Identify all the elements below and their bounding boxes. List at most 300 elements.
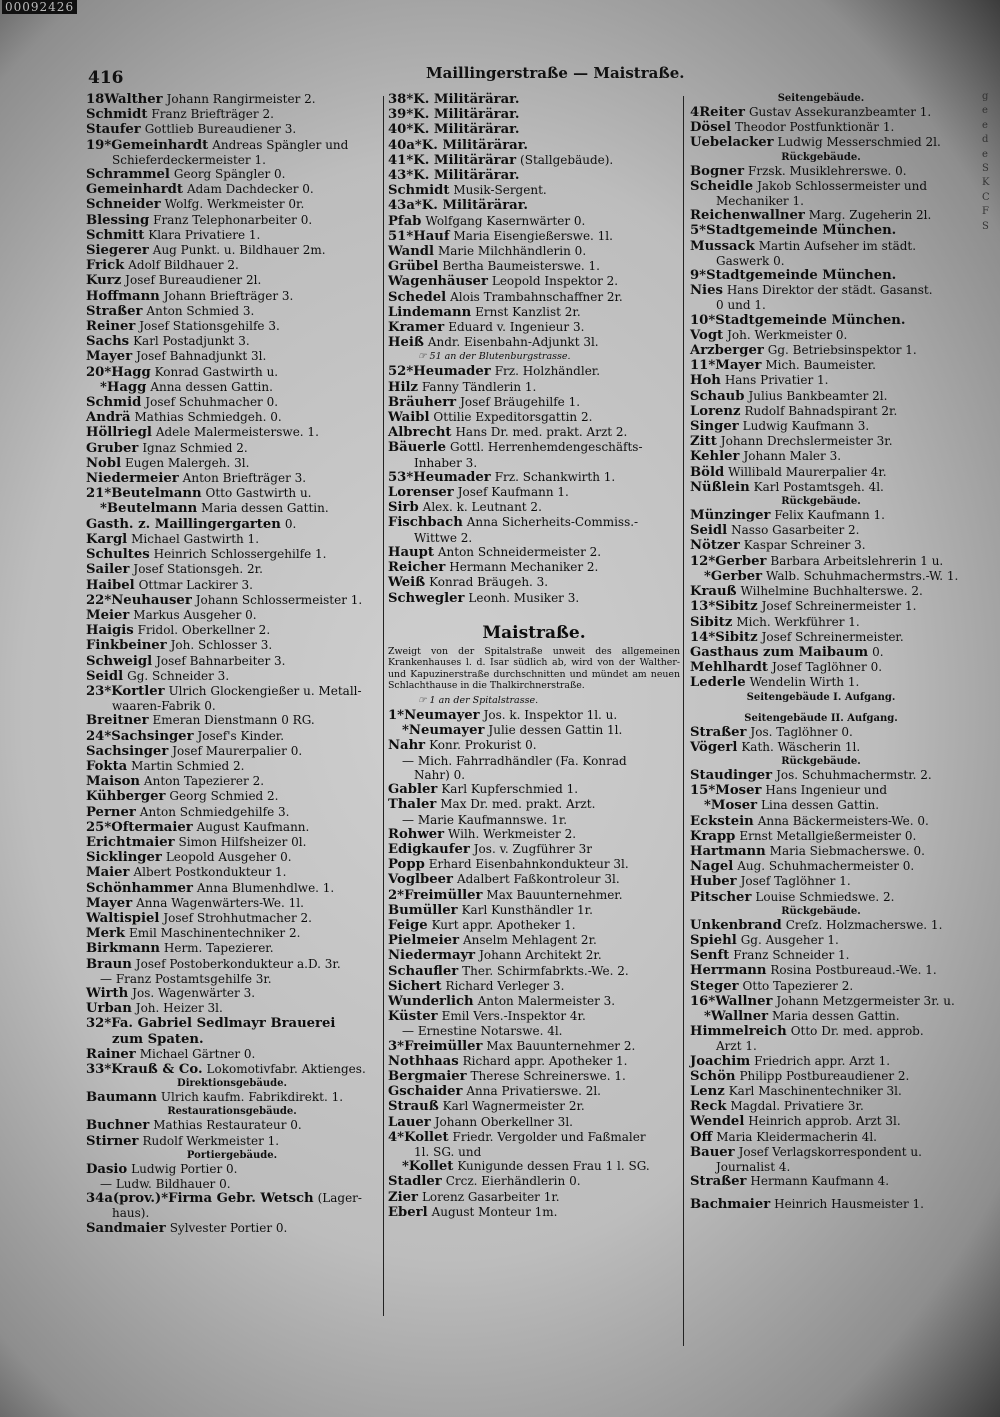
directory-entry <box>388 813 680 827</box>
resident-details: Willibald Maurerpalier 4r. <box>728 464 887 479</box>
resident-name: Küster <box>388 1009 438 1025</box>
resident-name: Urban <box>86 1001 132 1017</box>
resident-details: Josef Taglöhner 1. <box>740 874 851 889</box>
resident-details: Hans Ingenieur und <box>765 783 888 798</box>
directory-entry <box>388 782 680 797</box>
directory-entry <box>690 874 952 889</box>
house-number: 5* <box>690 223 707 239</box>
resident-name: Freimüller <box>404 1038 483 1054</box>
house-number: 40a* <box>388 137 422 153</box>
resident-details: Georg Spängler 0. <box>173 167 286 182</box>
resident-details: Anton Schmiedgehilfe 3. <box>139 804 290 819</box>
resident-name: Moser <box>710 798 758 814</box>
directory-entry <box>388 575 680 590</box>
resident-details: Joh. Heizer 3l. <box>135 1001 223 1016</box>
house-number: 39* <box>388 107 414 123</box>
house-number: 43* <box>388 168 414 184</box>
resident-details: Lorenz Gasarbeiter 1r. <box>421 1189 560 1204</box>
directory-entry <box>388 470 680 485</box>
resident-details: Jos. k. Inspektor 1l. u. <box>483 708 618 723</box>
resident-name: Niedermeier <box>86 471 179 487</box>
resident-name: Finkbeiner <box>86 638 167 654</box>
resident-details: Marie Milchhändlerin 0. <box>437 244 587 259</box>
resident-name: Meier <box>86 607 130 623</box>
resident-name: Schmidt <box>388 183 450 199</box>
resident-details: Musik-Sergent. <box>453 183 547 198</box>
resident-details: Lina dessen Gattin. <box>761 798 880 813</box>
resident-details: Frz. Schankwirth 1. <box>494 469 616 484</box>
resident-details: Therese Schreinerswe. 1. <box>470 1068 626 1083</box>
directory-entry <box>388 1054 680 1069</box>
directory-entry <box>86 759 378 774</box>
directory-entry <box>86 1206 378 1220</box>
resident-details: Josef Schreinermeister 1. <box>761 599 917 614</box>
resident-name: Krapp <box>690 828 736 844</box>
resident-details: Theodor Postfunktionär 1. <box>735 120 895 135</box>
directory-entry <box>388 842 680 857</box>
house-number: 34a(prov.)* <box>86 1191 169 1207</box>
resident-details: Maria Kleidermacherin 4l. <box>716 1129 877 1144</box>
resident-name: Schneider <box>86 197 161 213</box>
resident-name: Lorenz <box>690 403 741 419</box>
resident-details: Arzt 1. <box>716 1039 757 1054</box>
resident-name: Wirth <box>86 985 129 1001</box>
resident-details: Ignaz Schmied 2. <box>142 440 248 455</box>
directory-entry <box>690 554 952 569</box>
resident-details: Karl Wagnermeister 2r. <box>442 1099 585 1114</box>
resident-name: Beutelmann <box>106 501 198 517</box>
resident-details: Nahr) 0. <box>414 767 466 782</box>
house-number: 19* <box>86 137 112 153</box>
resident-name: Mayer <box>86 895 133 911</box>
resident-name: Moser <box>715 783 762 799</box>
resident-details: Richard Verleger 3. <box>445 978 565 993</box>
directory-entry <box>690 844 952 859</box>
resident-details: Hans Dr. med. prakt. Arzt 2. <box>455 425 628 440</box>
directory-entry <box>388 933 680 948</box>
directory-entry <box>690 120 952 135</box>
directory-entry <box>86 1047 378 1062</box>
directory-entry <box>86 365 378 380</box>
resident-details: Maria Siebmacherswe. 0. <box>769 843 925 858</box>
resident-details: Otto Gastwirth u. <box>205 486 312 501</box>
directory-entry <box>690 798 952 813</box>
directory-entry <box>690 933 952 948</box>
resident-details: Aug. Schuhmachermeister 0. <box>737 859 915 874</box>
resident-name: Wandl <box>388 244 435 260</box>
resident-name: Thaler <box>388 797 437 813</box>
resident-name: Kühberger <box>86 789 166 805</box>
street-reference: ☞ 1 an der Spitalstrasse. <box>418 695 539 707</box>
resident-name: Maison <box>86 774 140 790</box>
house-number: 14* <box>690 629 716 645</box>
directory-entry <box>86 926 378 941</box>
directory-entry <box>388 335 680 350</box>
resident-name: Mussack <box>690 238 755 254</box>
resident-name: Scheidle <box>690 178 754 194</box>
resident-name: Bäuerle <box>388 440 447 456</box>
resident-name: Schön <box>690 1068 736 1084</box>
directory-entry <box>86 501 378 516</box>
directory-entry <box>690 979 952 994</box>
house-number: 43a* <box>388 198 422 214</box>
directory-entry <box>388 545 680 560</box>
scan-id: 00092426 <box>2 0 77 14</box>
resident-details: Hans Privatier 1. <box>724 373 829 388</box>
directory-entry <box>388 425 680 440</box>
resident-name: Stadtgemeinde München. <box>706 223 897 239</box>
directory-entry <box>388 708 680 723</box>
resident-details: Anna Blumenhdlwe. 1. <box>196 880 335 895</box>
resident-name: Maier <box>86 865 130 881</box>
resident-details: Kath. Wäscherin 1l. <box>741 739 861 754</box>
resident-name: K. Militärärar. <box>413 168 520 184</box>
directory-entry <box>690 918 952 933</box>
directory-entry <box>86 729 378 744</box>
resident-name: Sirb <box>388 500 419 516</box>
resident-details: Alex. k. Leutnant 2. <box>422 500 542 515</box>
resident-name: Reiter <box>699 105 745 120</box>
resident-details: Wendelin Wirth 1. <box>749 675 860 690</box>
resident-name: Himmelreich <box>690 1024 787 1040</box>
resident-details: Karl Kupferschmied 1. <box>441 782 579 797</box>
resident-name: Senft <box>690 948 730 964</box>
resident-details: Heinrich approb. Arzt 3l. <box>748 1114 901 1129</box>
resident-details: Max Dr. med. prakt. Arzt. <box>440 797 596 812</box>
directory-entry <box>388 979 680 994</box>
resident-details: August Monteur 1m. <box>431 1204 558 1219</box>
resident-name: Dösel <box>690 120 732 136</box>
directory-entry <box>388 994 680 1009</box>
resident-details: Gottl. Herrenhemdengeschäfts- <box>449 440 643 455</box>
directory-entry <box>690 725 952 740</box>
resident-name: Hoh <box>690 373 721 389</box>
resident-name: Fischbach <box>388 515 463 531</box>
resident-name: Schedel <box>388 289 447 305</box>
house-number: 41* <box>388 152 414 168</box>
resident-name: Schmitt <box>86 227 145 243</box>
resident-name: Gasthaus zum Maibaum <box>690 644 869 660</box>
directory-entry <box>86 122 378 137</box>
directory-entry <box>690 660 952 675</box>
directory-entry <box>86 638 378 653</box>
resident-name: Albrecht <box>388 425 452 441</box>
resident-name: Rohwer <box>388 826 445 842</box>
resident-details: Mich. Baumeister. <box>765 358 876 373</box>
resident-details: Wolfgang Kasernwärter 0. <box>425 213 586 228</box>
resident-details: Nasso Gasarbeiter 2. <box>731 523 860 538</box>
resident-name: Hagg <box>111 364 151 380</box>
resident-details: Mechaniker 1. <box>716 194 804 209</box>
directory-entry <box>86 805 378 820</box>
resident-details: Wilh. Werkmeister 2. <box>448 826 577 841</box>
resident-name: zum Spaten. <box>112 1031 204 1047</box>
directory-entry <box>86 1016 378 1031</box>
resident-details: Jos. Taglöhner 0. <box>750 724 853 739</box>
directory-entry <box>690 254 952 268</box>
directory-entry <box>86 850 378 865</box>
resident-name: Arzberger <box>690 343 764 359</box>
resident-details: Johann Schlossermeister 1. <box>195 592 363 607</box>
directory-entry <box>86 395 378 410</box>
resident-details: — Ernestine Notarswe. 4l. <box>402 1024 563 1039</box>
building-subheading: Seitengebäude II. Aufgang. <box>744 712 898 724</box>
resident-name: Firma Gebr. Wetsch <box>168 1191 314 1207</box>
resident-name: Nagel <box>690 859 734 875</box>
directory-entry <box>388 591 680 606</box>
directory-entry <box>690 615 952 630</box>
directory-entry <box>690 568 959 584</box>
directory-entry <box>86 107 378 122</box>
house-number: 15* <box>690 783 716 799</box>
column-divider <box>683 96 684 1346</box>
resident-details: Josef Schuhmacher 0. <box>145 395 279 410</box>
resident-details: Louise Schmiedswe. 2. <box>755 889 895 904</box>
directory-entry <box>388 797 680 812</box>
directory-entry <box>86 1032 378 1047</box>
house-number: 53* <box>388 469 414 485</box>
resident-details: Maria dessen Gattin. <box>201 501 329 516</box>
directory-entry <box>388 738 680 753</box>
resident-details: Emil Vers.-Inspektor 4r. <box>441 1009 586 1024</box>
directory-entry <box>388 1099 680 1114</box>
resident-name: Edigkaufer <box>388 841 470 857</box>
resident-name: Andrä <box>86 410 131 426</box>
resident-name: Hilz <box>388 379 418 395</box>
directory-entry <box>690 948 952 963</box>
directory-entry <box>388 107 680 122</box>
resident-details: Anselm Mehlagent 2r. <box>462 933 597 948</box>
directory-entry <box>86 1062 378 1077</box>
resident-details: Eduard v. Ingenieur 3. <box>448 320 585 335</box>
cross-reference: ☞ 51 an der Blutenburgstrasse. <box>418 351 571 363</box>
house-number: 4 <box>690 105 700 120</box>
resident-name: Uebelacker <box>690 135 774 151</box>
resident-name: Lederle <box>690 675 746 691</box>
directory-entry <box>690 328 952 343</box>
resident-details: — Franz Postamtsgehilfe 3r. <box>100 971 272 986</box>
directory-entry <box>86 1090 378 1105</box>
resident-name: Mayer <box>86 349 133 365</box>
directory-entry <box>388 872 680 887</box>
resident-details: Magdal. Privatiere 3r. <box>730 1099 864 1114</box>
resident-name: Popp <box>388 857 425 873</box>
resident-name: Grübel <box>388 259 439 275</box>
resident-name: Hoffmann <box>86 288 160 304</box>
resident-name: Weiß <box>388 575 426 591</box>
directory-entry <box>86 153 378 167</box>
resident-details: Julius Bankbeamter 2l. <box>748 388 888 403</box>
resident-name: Sandmaier <box>86 1220 166 1236</box>
resident-details: Adele Malermeisterswe. 1. <box>155 425 319 440</box>
directory-entry <box>690 358 952 373</box>
directory-entry <box>388 259 680 274</box>
resident-details: Ernst Kanzlist 2r. <box>475 304 581 319</box>
resident-name: Blessing <box>86 212 150 228</box>
resident-name: K. Militärärar. <box>413 92 520 107</box>
resident-details: waaren-Fabrik 0. <box>112 699 216 714</box>
resident-details: Adolf Bildhauer 2. <box>128 258 239 273</box>
resident-name: Bauer <box>690 1144 735 1160</box>
directory-entry <box>388 198 680 213</box>
directory-entry <box>388 827 680 842</box>
resident-name: Voglbeer <box>388 872 453 888</box>
directory-entry <box>690 1009 952 1024</box>
resident-details: Rudolf Bahnadspirant 2r. <box>744 403 898 418</box>
resident-name: Nüßlein <box>690 479 750 495</box>
column-divider <box>383 96 384 1316</box>
resident-details: Kaspar Schreiner 3. <box>743 538 866 553</box>
resident-name: Bumüller <box>388 902 458 918</box>
house-number: 40* <box>388 122 414 138</box>
resident-details: Crcz. Eierhändlerin 0. <box>445 1174 581 1189</box>
directory-entry <box>388 290 680 305</box>
directory-entry <box>388 395 680 410</box>
resident-name: Siegerer <box>86 243 149 259</box>
resident-name: Kollet <box>404 1129 449 1145</box>
resident-name: Sicklinger <box>86 850 162 866</box>
resident-details: Gaswerk 0. <box>716 253 785 268</box>
resident-details: Fridol. Oberkellner 2. <box>137 623 271 638</box>
directory-entry <box>86 699 378 713</box>
resident-name: Stadtgemeinde München. <box>706 268 897 284</box>
resident-details: Gottlieb Bureaudiener 3. <box>144 122 297 137</box>
directory-entry <box>86 896 378 911</box>
directory-entry <box>690 404 952 419</box>
resident-name: Steger <box>690 978 739 994</box>
building-subheading: Rückgebäude. <box>781 151 861 163</box>
resident-name: Straßer <box>690 1174 747 1190</box>
resident-name: Haupt <box>388 544 434 560</box>
directory-entry <box>690 268 952 283</box>
directory-entry <box>388 92 680 107</box>
resident-name: K. Militärärar. <box>421 198 529 214</box>
spacer <box>690 704 952 712</box>
directory-entry <box>86 1001 378 1016</box>
resident-details: Frz. Holzhändler. <box>494 364 601 379</box>
directory-entry <box>690 740 952 755</box>
resident-name: Gasth. z. Maillingergarten <box>86 516 281 532</box>
resident-name: Pielmeier <box>388 933 460 949</box>
resident-details: Leopold Inspektor 2. <box>491 274 619 289</box>
directory-entry <box>86 349 378 364</box>
directory-entry <box>388 244 680 259</box>
resident-details: Konrad Bräugeh. 3. <box>429 575 549 590</box>
resident-name: Joachim <box>690 1053 751 1069</box>
resident-details: Karl Maschinentechniker 3l. <box>728 1083 902 1098</box>
resident-name: Bogner <box>690 163 745 179</box>
directory-entry <box>690 179 952 194</box>
resident-details: Anna Privatierswe. 2l. <box>466 1084 601 1099</box>
maistrasse-section <box>388 708 680 1220</box>
directory-entry <box>388 380 680 395</box>
directory-entry <box>388 153 680 168</box>
resident-name: Feige <box>388 917 428 933</box>
resident-name: Beutelmann <box>111 486 202 502</box>
resident-details: Wittwe 2. <box>414 530 473 545</box>
resident-details: Johann Briefträger 3. <box>163 288 294 303</box>
resident-details: Josef Bahnarbeiter 3. <box>156 653 286 668</box>
house-number: 13* <box>690 599 716 615</box>
directory-entry <box>690 1099 952 1114</box>
resident-details: Joh. Schlosser 3. <box>170 638 273 653</box>
directory-entry <box>86 1177 378 1191</box>
directory-entry <box>690 890 952 905</box>
directory-entry <box>86 623 378 638</box>
directory-entry <box>690 135 952 150</box>
resident-name: Schweigl <box>86 653 153 669</box>
street-description: Zweigt von der Spitalstraße unweit des allgemeinen Krankenhauses l. d. Isar südlich ab, wird von der Walther- und Kapuzinerstraße durchschnitten und mündet am neuen Schlachthause in die Thalkirchnerstraße. <box>388 645 680 692</box>
resident-details: 0. <box>872 644 884 659</box>
directory-entry <box>86 820 378 835</box>
resident-name: Heiß <box>388 335 424 351</box>
resident-details: Barbara Arbeitslehrerin 1 u. <box>770 553 944 568</box>
resident-details: Karl Postamtsgeh. 4l. <box>753 479 884 494</box>
resident-name: Gerber <box>715 553 767 569</box>
resident-name: Vögerl <box>690 739 738 755</box>
resident-details: (Lager- <box>317 1191 362 1206</box>
resident-details: — Ludw. Bildhauer 0. <box>100 1177 231 1192</box>
resident-name: Wunderlich <box>388 993 474 1009</box>
directory-entry <box>690 1054 952 1069</box>
directory-entry <box>690 1069 952 1084</box>
directory-entry <box>86 304 378 319</box>
resident-details: Friedrich appr. Arzt 1. <box>754 1053 891 1068</box>
directory-entry <box>690 164 952 179</box>
directory-entry <box>86 562 378 577</box>
resident-details: Max Bauunternehmer. <box>486 887 623 902</box>
directory-entry <box>388 948 680 963</box>
resident-details: Otto Dr. med. approb. <box>790 1024 924 1039</box>
directory-entry <box>388 214 680 229</box>
directory-entry <box>388 857 680 872</box>
resident-name: Reck <box>690 1099 727 1115</box>
directory-entry <box>690 389 952 404</box>
resident-details: Hermann Kaufmann 4. <box>750 1174 890 1189</box>
directory-entry <box>690 194 952 208</box>
house-number: 18 <box>86 92 105 107</box>
resident-details: Schieferdeckermeister 1. <box>112 152 266 167</box>
resident-details: Gg. Betriebsinspektor 1. <box>767 343 917 358</box>
resident-details: Jakob Schlossermeister und <box>757 178 928 193</box>
house-number: 24* <box>86 728 112 744</box>
directory-entry <box>86 1162 378 1177</box>
directory-entry <box>86 684 378 699</box>
directory-entry <box>86 941 378 956</box>
directory-entry <box>86 197 378 212</box>
directory-entry <box>690 993 955 1009</box>
resident-details: Heinrich Hausmeister 1. <box>774 1197 924 1212</box>
resident-details: 0 und 1. <box>716 298 766 313</box>
resident-details: Karl Postadjunkt 3. <box>133 334 250 349</box>
resident-name: Schaub <box>690 388 745 404</box>
directory-entry <box>86 243 378 258</box>
directory-entry <box>388 274 680 289</box>
directory-entry <box>86 547 378 562</box>
resident-name: Oftermaier <box>111 819 193 835</box>
resident-details: Mathias Restaurateur 0. <box>153 1118 302 1133</box>
resident-name: Seidl <box>690 523 728 539</box>
resident-name: Unkenbrand <box>690 917 782 933</box>
resident-details: Erhard Eisenbahnkondukteur 3l. <box>428 857 629 872</box>
house-number: 51* <box>388 228 414 244</box>
resident-details: haus). <box>112 1206 150 1221</box>
house-number: 38* <box>388 92 414 107</box>
resident-name: Baumann <box>86 1090 157 1106</box>
directory-entry <box>388 1024 680 1038</box>
resident-details: Michael Gastwirth 1. <box>131 531 260 546</box>
house-number: 9* <box>690 268 707 284</box>
